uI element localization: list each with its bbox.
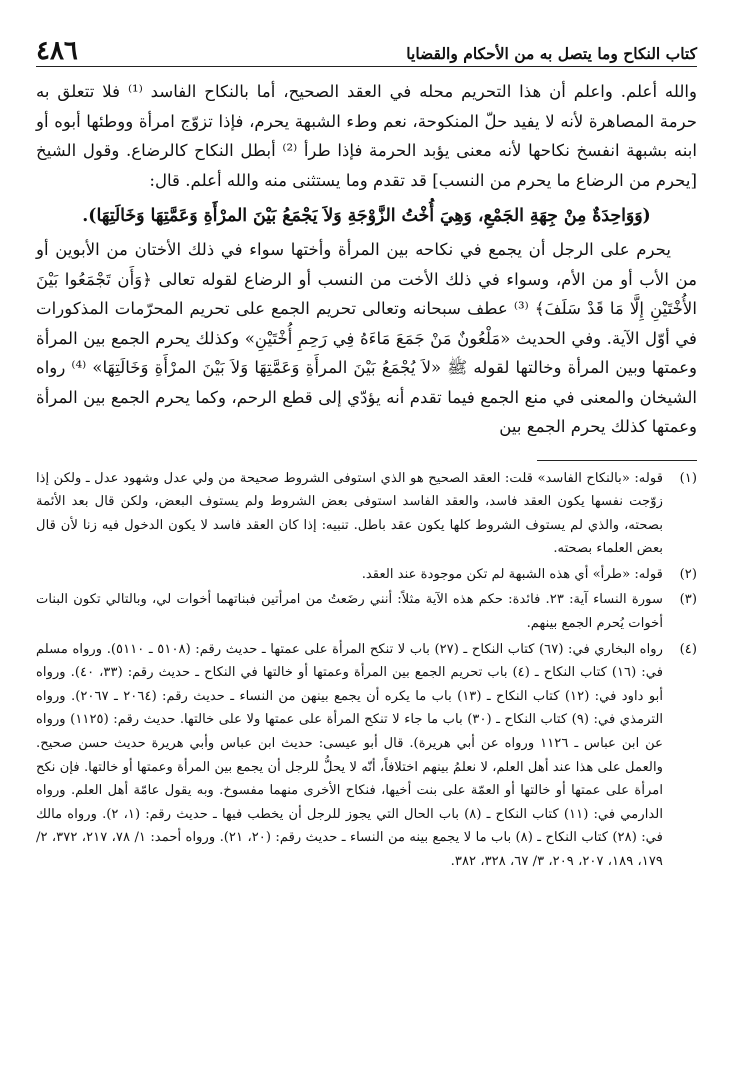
footnote-1 (36, 467, 697, 561)
footnote-number: (٤) (679, 641, 697, 657)
main-text (36, 77, 697, 442)
page-number: ٤٨٦ (36, 36, 78, 66)
running-title: كتاب النكاح وما يتصل به من الأحكام والقضايا (406, 44, 697, 63)
footnote-2 (36, 563, 697, 587)
footnotes (36, 467, 697, 874)
quoted-text-line: (وَوَاحِدَةٌ مِنْ جِهَةِ الجَمْعِ، وَهِيَ أُخْتُ الزَّوْجَةِ وَلاَ يَجْمَعُ بَيْنَ المرْأَةِ وَعَمَّتِهَا وَخَالَتِهَا). (82, 206, 651, 226)
footnote-3 (36, 588, 697, 635)
page-header (36, 30, 697, 67)
footnote-4 (36, 638, 697, 874)
footnote-text: رواه البخاري في: (٦٧) كتاب النكاح ـ (٢٧) باب لا تنكح المرأة على عمتها ـ حديث رقم: (٥١٠٨ ـ ٥١١٠). ورواه مسلم في: (١٦) كتاب النكاح ـ (٤) باب تحريم الجمع بين المرأة وعمتها أو خالتها في النكاح ـ حديث رقم: (٣٣، ٤٠). ورواه أبو داود في: (١٢) كتاب النكاح ـ (١٣) باب ما يكره أن يجمع بينهن من النساء ـ حديث رقم: (٢٠٦٤ ـ ٢٠٦٧). ورواه الترمذي في: (٩) كتاب النكاح ـ (٣٠) باب ما جاء لا تنكح المرأة على عمتها ولا على خالتها. حديث رقم: (١١٢٥) ورواه عن ابن عباس ـ ١١٢٦ ورواه عن أبي هريرة). قال أبو عيسى: حديث ابن عباس وأبي هريرة حديث حسن صحيح. والعمل على هذا عند أهل العلم، لا نعلمُ بينهم اختلافاً، أنّه لا يحلُّ للرجل أن يجمع بين المرأة وعمتها أو خالتها. فإن نكح امرأة على عمتها أو خالتها أو العمّة على بنت أخيها، فنكاح الأخرى منهما مفسوخ. وبه يقول عامّة أهل العلم. ورواه الدارمي في: (١١) كتاب النكاح ـ (٨) باب الحال التي يجوز للرجل أن يخطب فيها ـ حديث رقم: (١، ٢). ورواه مالك في: (٢٨) كتاب النكاح ـ (٨) باب ما لا يجمع بينه من النساء ـ حديث رقم: (٢٠، ٢١). ورواه أحمد: ١/ ٧٨، ٢١٧، ٣٧٢، ٢/ ١٧٩، ١٨٩، ٢٠٧، ٢٠٩، ٣/ ٦٧، ٣٢٨، ٣٨٢. (36, 641, 664, 869)
footnote-number: (٢) (679, 566, 697, 582)
footnote-separator (537, 460, 697, 461)
paragraph-2: يحرم على الرجل أن يجمع في نكاحه بين المرأة وأختها سواء في ذلك الأختان من الأبوين أو من الأب أو من الأم، وسواء في ذلك الأخت من النسب أو الرضاع لقوله تعالى ﴿وَأَن تَجْمَعُوا بَيْنَ الأُخْتَيْنِ إِلَّا مَا قَدْ سَلَفَ﴾ ⁽³⁾ عطف سبحانه وتعالى تحريم الجمع على تحريم المحرّمات المذكورات في أوّل الآية. وفي الحديث «مَلْعُونٌ مَنْ جَمَعَ مَاءَهُ فِي رَحِمِ أُخْتَيْنِ» وكذلك يحرم الجمع بين المرأة وعمتها وبين المرأة وخالتها لقوله ﷺ «لاَ يُجْمَعُ بَيْنَ المرأَةِ وَعَمَّتِهَا وَلاَ بَيْنَ المرْأَةِ وَخَالَتِهَا» ⁽⁴⁾ رواه الشيخان والمعنى في منع الجمع فيما تقدم أنه يؤدّي إلى قطع الرحم، وكما يحرم الجمع بين المرأة وعمتها كذلك يحرم الجمع بين (36, 240, 697, 436)
footnote-number: (٣) (679, 592, 697, 608)
footnote-text: قوله: «بالنكاح الفاسد» قلت: العقد الصحيح هو الذي استوفى الشروط صحيحة من ولي عدل وشهود عدل ـ ولكن إذا زوّجت نفسها يكون العقد فاسد، والعقد الفاسد استوفى بعض الشروط ولم يستوف البعض، ولكن قال بعد الأئمة بصحته، والذي لم يستوف الشروط كلها يكون عقد باطل. تنبيه: إذا كان العقد فاسد لا يكون الدخول فيه زنا لأن قال بعض العلماء بصحته. (36, 470, 663, 557)
footnote-number: (١) (679, 470, 697, 486)
footnote-text: سورة النساء آية: ٢٣. فائدة: حكم هذه الآية مثلاً: أنني رضَعتُ من امرأتين فبناتهما أخوات لي، وبالتالي تكون البنات أخوات يُحرم الجمع بينهم. (36, 592, 663, 632)
footnote-text: قوله: «طرأ» أي هذه الشبهة لم تكن موجودة عند العقد. (361, 566, 663, 582)
paragraph-1: والله أعلم. واعلم أن هذا التحريم محله في العقد الصحيح، أما بالنكاح الفاسد ⁽¹⁾ فلا تتعلق به حرمة المصاهرة لأنه لا يفيد حلّ المنكوحة، نعم وطء الشبهة يحرم، فإذا تزوّج امرأة ووطئها أبوه أو ابنه بشبهة انفسخ نكاحها لأنه معنى يؤبد الحرمة فإذا طرأ ⁽²⁾ أبطل النكاح كالرضاع. وقول الشيخ [يحرم من الرضاع ما يحرم من النسب] قد تقدم وما يستثنى منه والله أعلم. قال: (36, 82, 698, 190)
